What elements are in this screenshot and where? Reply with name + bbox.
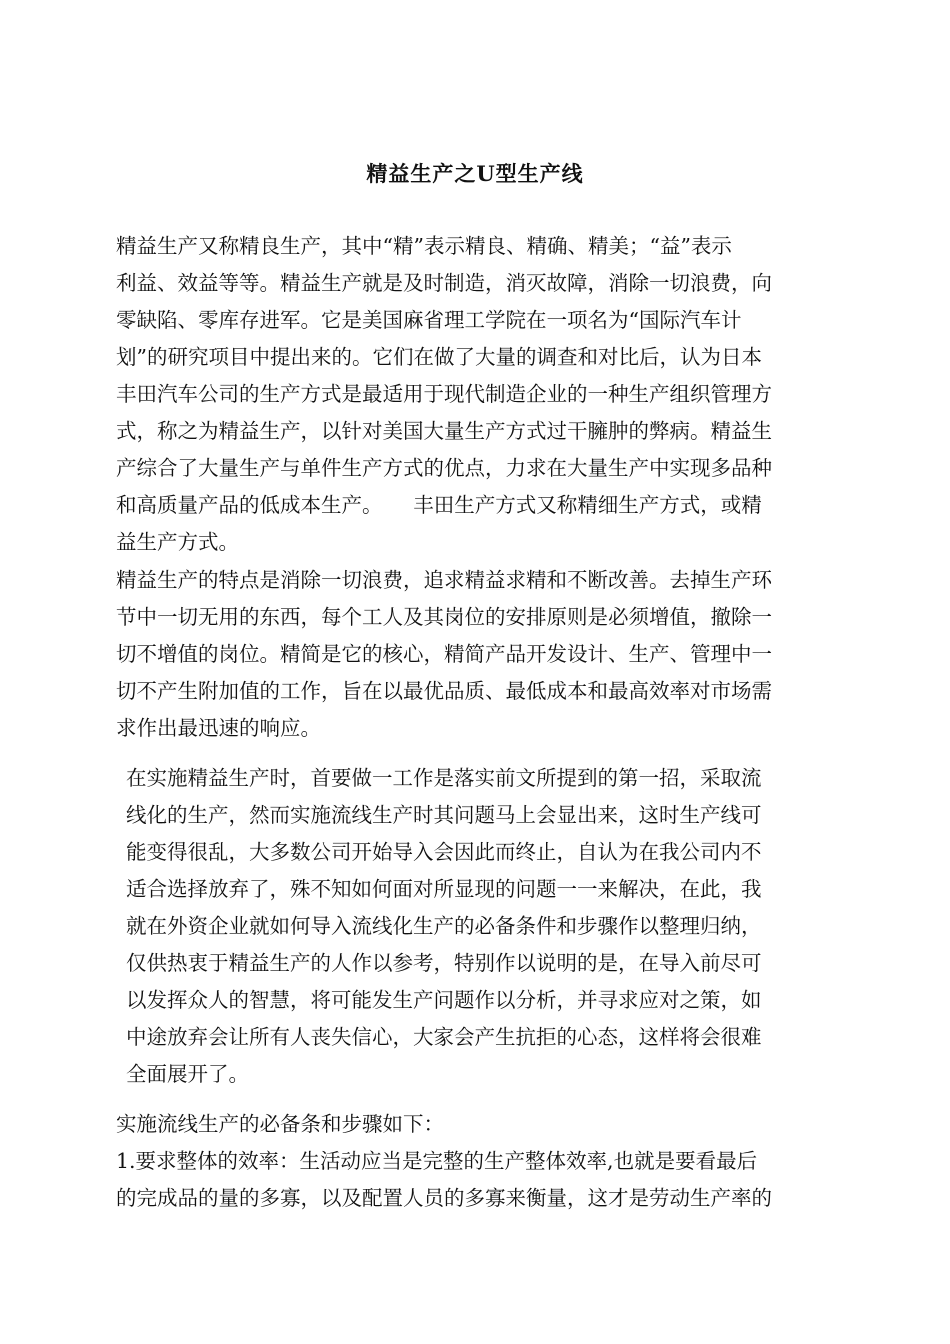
text-line: 精益生产又称精良生产，其中“精”表示精良、精确、精美；“益”表示 xyxy=(116,234,732,258)
text-line: 划”的研究项目中提出来的。它们在做了大量的调查和对比后，认为日本 xyxy=(116,345,762,369)
text-line: 和高质量产品的低成本生产。 丰田生产方式又称精细生产方式，或精 xyxy=(116,493,762,517)
text-line: 利益、效益等等。精益生产就是及时制造，消灭故障，消除一切浪费，向 xyxy=(116,271,772,295)
text-line: 的完成品的量的多寡，以及配置人员的多寡来衡量，这才是劳动生产率的 xyxy=(116,1186,772,1210)
text-line: 益生产方式。 xyxy=(116,530,239,554)
text-line: 1.要求整体的效率：生活动应当是完整的生产整体效率,也就是要看最后 xyxy=(116,1149,758,1173)
text-line: 线化的生产，然而实施流线生产时其问题马上会显出来，这时生产线可 xyxy=(126,803,762,827)
text-line: 以发挥众人的智慧，将可能发生产问题作以分析，并寻求应对之策，如 xyxy=(126,988,762,1012)
text-line: 求作出最迅速的响应。 xyxy=(116,716,321,740)
text-line: 零缺陷、零库存进军。它是美国麻省理工学院在一项名为“国际汽车计 xyxy=(116,308,742,332)
paragraph-implementation xyxy=(126,760,824,1093)
paragraph-steps xyxy=(116,1106,832,1217)
text-line: 就在外资企业就如何导入流线化生产的必备条件和步骤作以整理归纳， xyxy=(126,914,762,938)
text-line: 式，称之为精益生产，以针对美国大量生产方式过干臃肿的弊病。精益生 xyxy=(116,419,772,443)
paragraph-lean-features xyxy=(116,562,832,747)
text-line: 仅供热衷于精益生产的人作以参考，特别作以说明的是，在导入前尽可 xyxy=(126,951,762,975)
text-line: 丰田汽车公司的生产方式是最适用于现代制造企业的一种生产组织管理方 xyxy=(116,382,772,406)
text-line: 节中一切无用的东西，每个工人及其岗位的安排原则是必须增值，撤除一 xyxy=(116,605,772,629)
text-line: 产综合了大量生产与单件生产方式的优点，力求在大量生产中实现多品种 xyxy=(116,456,772,480)
text-line: 在实施精益生产时，首要做一工作是落实前文所提到的第一招，采取流 xyxy=(126,766,762,790)
text-line: 切不产生附加值的工作，旨在以最优品质、最低成本和最高效率对市场需 xyxy=(116,679,772,703)
text-line: 中途放弃会让所有人丧失信心，大家会产生抗拒的心态，这样将会很难 xyxy=(126,1025,762,1049)
text-line: 能变得很乱，大多数公司开始导入会因此而终止，自认为在我公司内不 xyxy=(126,840,762,864)
text-line: 切不增值的岗位。精简是它的核心，精简产品开发设计、生产、管理中一 xyxy=(116,642,772,666)
document-title: 精益生产之U型生产线 xyxy=(366,161,584,186)
text-line: 精益生产的特点是消除一切浪费，追求精益求精和不断改善。去掉生产环 xyxy=(116,568,772,592)
text-line: 全面展开了。 xyxy=(126,1062,249,1086)
paragraph-lean-definition xyxy=(116,228,832,561)
text-line: 适合选择放弃了，殊不知如何面对所显现的问题一一来解决，在此，我 xyxy=(126,877,762,901)
text-line: 实施流线生产的必备条和步骤如下： xyxy=(116,1112,444,1136)
